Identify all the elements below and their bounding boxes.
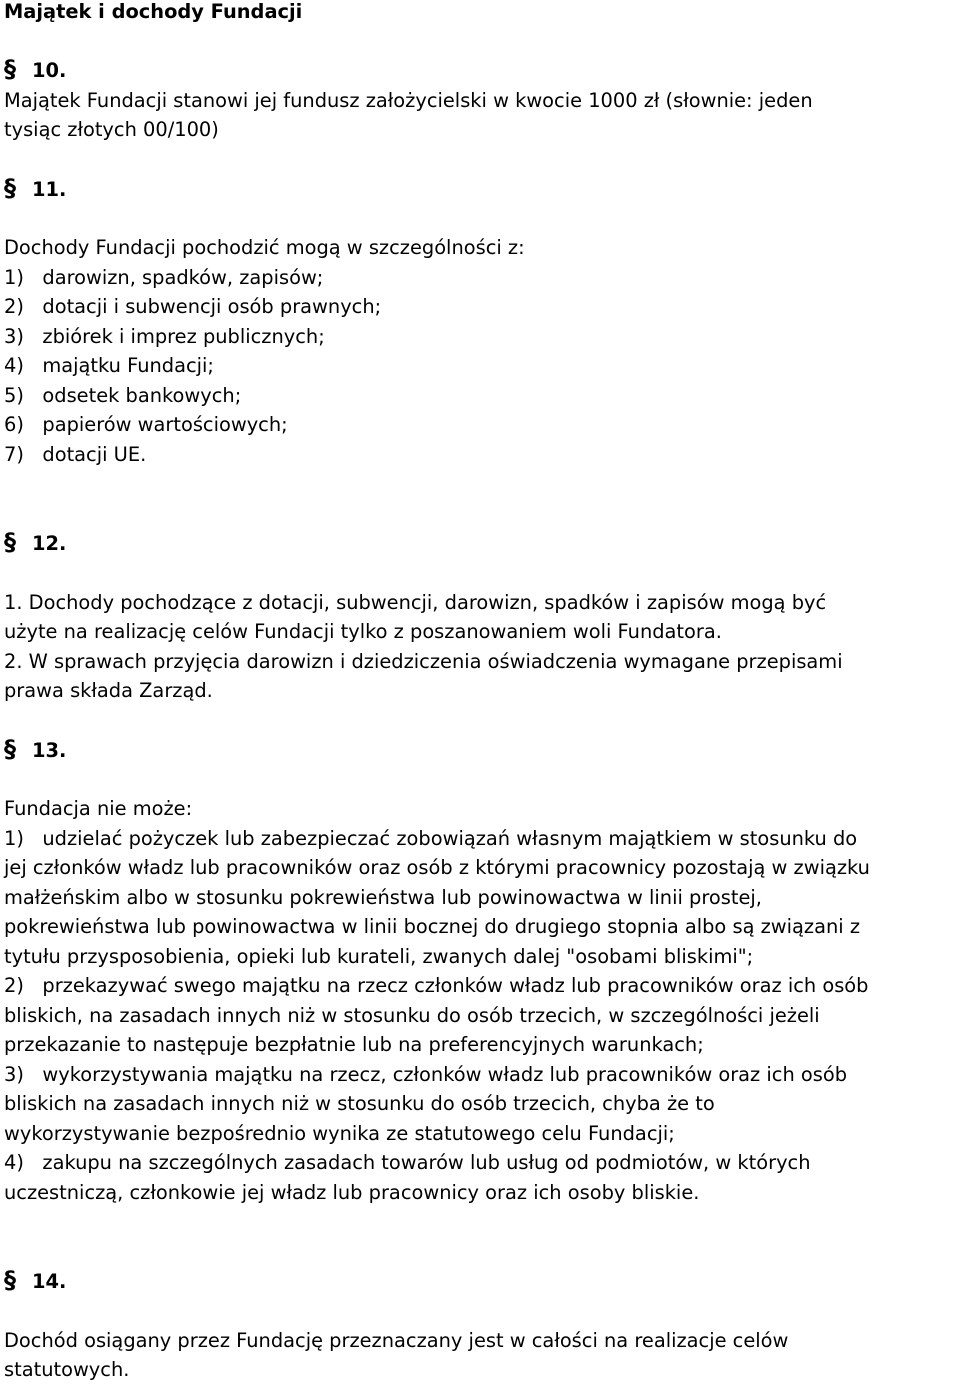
list-item: 2) dotacji i subwencji osób prawnych; — [4, 295, 382, 318]
section-number: 12. — [32, 532, 67, 555]
section-heading-13 — [4, 735, 958, 766]
paragraph-line: przekazanie to następuje bezpłatnie lub na preferencyjnych warunkach; — [4, 1033, 704, 1056]
list-item: 6) papierów wartościowych; — [4, 413, 288, 436]
section-number: 14. — [32, 1270, 67, 1293]
section-heading-11 — [4, 174, 958, 205]
paragraph-line: uczestniczą, członkowie jej władz lub pracownicy oraz ich osoby bliskie. — [4, 1180, 700, 1204]
paragraph-line: bliskich na zasadach innych niż w stosunku do osób trzecich, chyba że to — [4, 1092, 715, 1115]
paragraph-line: 1. Dochody pochodzące z dotacji, subwencji, darowizn, spadków i zapisów mogą być — [4, 590, 827, 614]
paragraph-line: małżeńskim albo w stosunku pokrewieństwa lub powinowactwa w linii prostej, — [4, 885, 762, 909]
list-item: 1) darowizn, spadków, zapisów; — [4, 265, 324, 289]
paragraph-line: 4) zakupu na szczególnych zasadach towarów lub usług od podmiotów, w których — [4, 1151, 811, 1174]
paragraph-line: 2. W sprawach przyjęcia darowizn i dziedziczenia oświadczenia wymagane przepisami — [4, 649, 843, 673]
section-symbol: § — [4, 734, 16, 763]
section-heading-14 — [4, 1266, 958, 1297]
document — [4, 0, 958, 1385]
paragraph-line: użyte na realizację celów Fundacji tylko z poszanowaniem woli Fundatora. — [4, 620, 722, 643]
section-heading-10 — [4, 55, 958, 86]
paragraph-line: statutowych. — [4, 1358, 130, 1381]
paragraph-line: 2) przekazywać swego majątku na rzecz członków władz lub pracowników oraz ich osób — [4, 974, 869, 997]
paragraph-line: Dochód osiągany przez Fundację przeznaczany jest w całości na realizacje celów — [4, 1328, 789, 1352]
paragraph-line: pokrewieństwa lub powinowactwa w linii bocznej do drugiego stopnia albo są związani z — [4, 915, 860, 938]
section-symbol: § — [4, 55, 16, 83]
paragraph-intro: Dochody Fundacji pochodzić mogą w szczególności z: — [4, 236, 525, 259]
paragraph-line: tysiąc złotych 00/100) — [4, 118, 219, 141]
paragraph-line: 1) udzielać pożyczek lub zabezpieczać zobowiązań własnym majątkiem w stosunku do — [4, 826, 858, 850]
section-symbol: § — [4, 528, 16, 556]
list-item: 3) zbiórek i imprez publicznych; — [4, 324, 325, 348]
paragraph-line: prawa składa Zarząd. — [4, 679, 213, 702]
paragraph-line: Majątek Fundacji stanowi jej fundusz założycielski w kwocie 1000 zł (słownie: jeden — [4, 88, 813, 112]
list-item: 7) dotacji UE. — [4, 442, 147, 466]
section-number: 10. — [32, 59, 67, 82]
paragraph-line: wykorzystywanie bezpośrednio wynika ze statutowego celu Fundacji; — [4, 1121, 675, 1145]
paragraph-line: tytułu przysposobienia, opieki lub kurateli, zwanych dalej "osobami bliskimi"; — [4, 944, 754, 968]
list-item: 4) majątku Fundacji; — [4, 354, 214, 377]
section-number: 11. — [32, 177, 67, 201]
paragraph-line: 3) wykorzystywania majątku na rzecz, członków władz lub pracowników oraz ich osób — [4, 1062, 848, 1086]
list-item: 5) odsetek bankowych; — [4, 383, 242, 407]
paragraph-line: jej członków władz lub pracowników oraz osób z którymi pracownicy pozostają w związku — [4, 856, 870, 879]
section-heading-12 — [4, 528, 958, 559]
paragraph-intro: Fundacja nie może: — [4, 797, 193, 820]
document-title: Majątek i dochody Fundacji — [4, 0, 303, 23]
paragraph-line: bliskich, na zasadach innych niż w stosunku do osób trzecich, w szczególności jeżeli — [4, 1003, 820, 1027]
section-symbol: § — [4, 1266, 16, 1294]
section-number: 13. — [32, 738, 67, 762]
section-symbol: § — [4, 173, 16, 202]
